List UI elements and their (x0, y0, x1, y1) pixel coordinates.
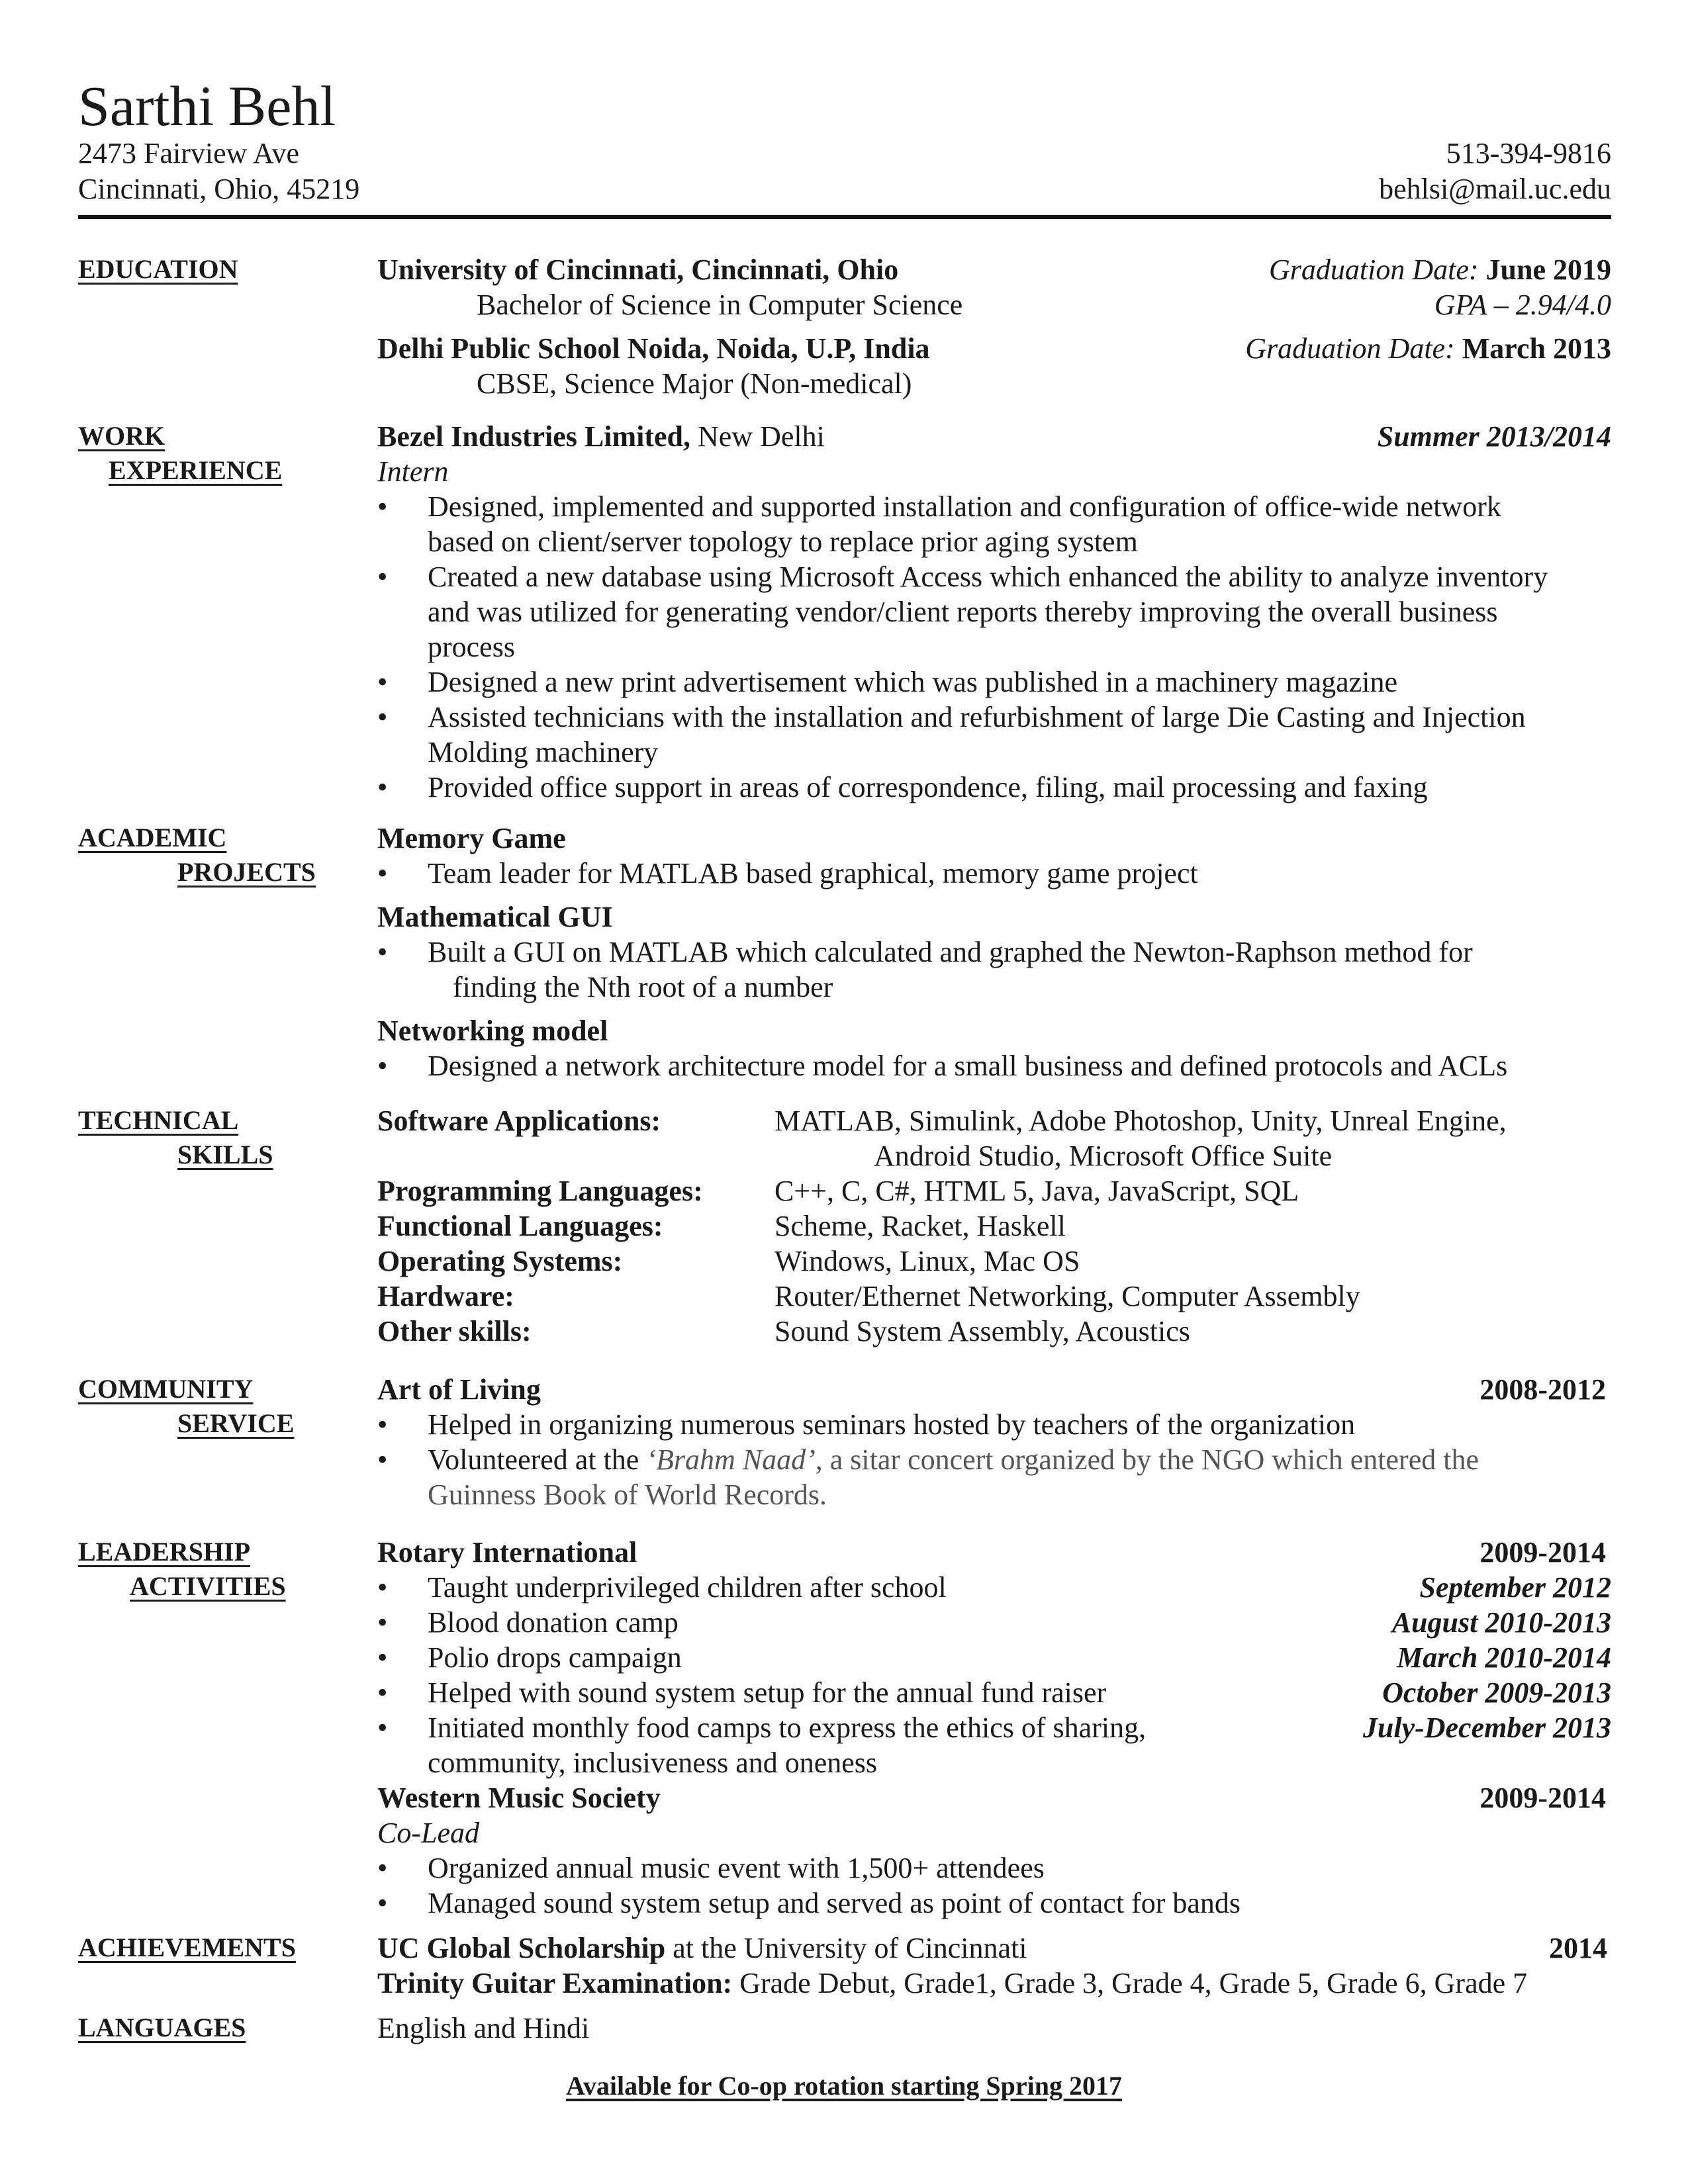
gpa: GPA – 2.94/4.0 (1434, 289, 1611, 321)
email-address: behlsi@mail.uc.edu (1379, 173, 1611, 205)
graduation-date: June 2019 (1485, 253, 1611, 286)
list-item: • Assisted technicians with the installation and refurbishment of large Die Casting and Injection Molding machinery (377, 700, 1611, 770)
list-item: • Designed a network architecture model for a small business and defined protocols and ACLs (377, 1048, 1611, 1083)
section-heading-education: EDUCATION (78, 254, 238, 284)
header-divider (78, 215, 1611, 219)
graduation-date: March 2013 (1462, 332, 1611, 365)
list-item: • Volunteered at the ‘Brahm Naad’, a sitar concert organized by the NGO which entered the Guinness Book of World Records. (377, 1442, 1611, 1512)
academic-projects-section (377, 821, 1611, 1083)
org-date: 2008-2012 (1479, 1373, 1606, 1406)
section-heading-academic-projects: ACADEMIC PROJECTS (78, 823, 316, 887)
list-item: • Organized annual music event with 1,500+ attendees (377, 1850, 1611, 1886)
degree: CBSE, Science Major (Non-medical) (477, 367, 912, 400)
list-item: • Taught underprivileged children after school September 2012 (377, 1570, 1611, 1605)
address-line-1: 2473 Fairview Ave (78, 137, 300, 169)
org-name: Art of Living (377, 1373, 541, 1406)
community-service-section (377, 1372, 1611, 1512)
languages-section (377, 2011, 1611, 2046)
school-name: University of Cincinnati, Cincinnati, Ohio (377, 253, 899, 286)
achievement-title: UC Global Scholarship (377, 1932, 666, 1964)
org-role: Co-Lead (377, 1817, 479, 1849)
education-section (377, 252, 1611, 401)
phone-number: 513-394-9816 (1446, 137, 1611, 169)
degree: Bachelor of Science in Computer Science (477, 289, 963, 321)
skill-row-hardware: Hardware: Router/Ethernet Networking, Computer Assembly (377, 1280, 1360, 1312)
skill-row-os: Operating Systems: Windows, Linux, Mac OS (377, 1245, 1080, 1277)
work-experience-section (377, 419, 1611, 805)
list-item: • Designed, implemented and supported installation and configuration of office-wide network based on client/server topology to replace prior aging system (377, 489, 1611, 559)
skill-row-programming: Programming Languages: C++, C, C#, HTML 5, Java, JavaScript, SQL (377, 1175, 1299, 1207)
activity-date: August 2010-2013 (1391, 1606, 1611, 1639)
technical-skills-section (377, 1103, 1611, 1349)
work-bullets (377, 489, 1611, 805)
org-name: Western Music Society (377, 1782, 661, 1814)
school-name: Delhi Public School Noida, Noida, U.P, India (377, 332, 930, 365)
list-item: • Helped with sound system setup for the annual fund raiser October 2009-2013 (377, 1675, 1611, 1710)
achievement-date: 2014 (1549, 1932, 1607, 1964)
graduation-date-label: Graduation Date: (1245, 332, 1455, 365)
skill-row-software: Software Applications: MATLAB, Simulink, Adobe Photoshop, Unity, Unreal Engine, Android Studio, Microsoft Office Suite (377, 1105, 1507, 1172)
section-heading-languages: LANGUAGES (78, 2013, 246, 2042)
candidate-name: Sarthi Behl (78, 74, 336, 138)
activity-date: October 2009-2013 (1382, 1676, 1611, 1709)
skill-row-functional: Functional Languages: Scheme, Racket, Haskell (377, 1210, 1066, 1242)
section-heading-achievements: ACHIEVEMENTS (78, 1933, 296, 1962)
activity-date: March 2010-2014 (1397, 1641, 1611, 1674)
list-item: • Provided office support in areas of correspondence, filing, mail processing and faxing (377, 770, 1611, 805)
org-date: 2009-2014 (1479, 1782, 1606, 1814)
company-location: New Delhi (697, 420, 825, 453)
list-item: • Blood donation camp August 2010-2013 (377, 1605, 1611, 1640)
section-heading-leadership-activities: LEADERSHIP ACTIVITIES (78, 1537, 286, 1601)
org-date: 2009-2014 (1479, 1536, 1606, 1569)
education-entry-uc (377, 252, 1611, 287)
achievements-section: UC Global Scholarship at the University of Cincinnati 2014 Trinity Guitar Examination: Grade Debut, Grade1, Grade 3, Grade 4, Grade 5, Grade 6, Grade 7 (377, 1932, 1607, 1999)
activity-date: September 2012 (1419, 1571, 1611, 1604)
project-title: Memory Game (377, 822, 566, 854)
education-entry-dps (377, 331, 1611, 366)
org-name: Rotary International (377, 1536, 637, 1569)
list-item: • Designed a new print advertisement which was published in a machinery magazine (377, 664, 1611, 700)
project-title: Networking model (377, 1015, 608, 1047)
list-item: • Built a GUI on MATLAB which calculated and graphed the Newton-Raphson method for finding the Nth root of a number (377, 934, 1611, 1005)
graduation-date-label: Graduation Date: (1268, 253, 1479, 286)
list-item: • Helped in organizing numerous seminars hosted by teachers of the organization (377, 1407, 1611, 1442)
work-date: Summer 2013/2014 (1377, 420, 1611, 453)
activity-date: July-December 2013 (1362, 1711, 1611, 1744)
project-title: Mathematical GUI (377, 901, 613, 933)
skill-row-other: Other skills: Sound System Assembly, Acoustics (377, 1315, 1190, 1347)
availability-note: Available for Co-op rotation starting Spring 2017 (565, 2071, 1123, 2101)
section-heading-community-service: COMMUNITY SERVICE (78, 1374, 295, 1438)
company-name: Bezel Industries Limited, (377, 420, 690, 453)
section-heading-technical-skills: TECHNICAL SKILLS (78, 1105, 273, 1169)
list-item: • Created a new database using Microsoft Access which enhanced the ability to analyze inventory and was utilized for generating vendor/client reports thereby improving the overall business process (377, 559, 1611, 664)
achievement-title: Trinity Guitar Examination: (377, 1967, 733, 1999)
list-item: • Polio drops campaign March 2010-2014 (377, 1640, 1611, 1675)
list-item: • Initiated monthly food camps to express the ethics of sharing, July-December 2013 community, inclusiveness and oneness (377, 1710, 1611, 1780)
languages-value: English and Hindi (377, 2012, 590, 2044)
list-item: • Managed sound system setup and served as point of contact for bands (377, 1886, 1611, 1921)
leadership-section (377, 1535, 1611, 1921)
job-role: Intern (377, 455, 449, 488)
address-line-2: Cincinnati, Ohio, 45219 (78, 173, 360, 205)
section-heading-work-experience: WORK EXPERIENCE (78, 421, 283, 485)
list-item: • Team leader for MATLAB based graphical, memory game project (377, 856, 1611, 891)
event-name: ‘Brahm Naad’ (646, 1443, 816, 1476)
